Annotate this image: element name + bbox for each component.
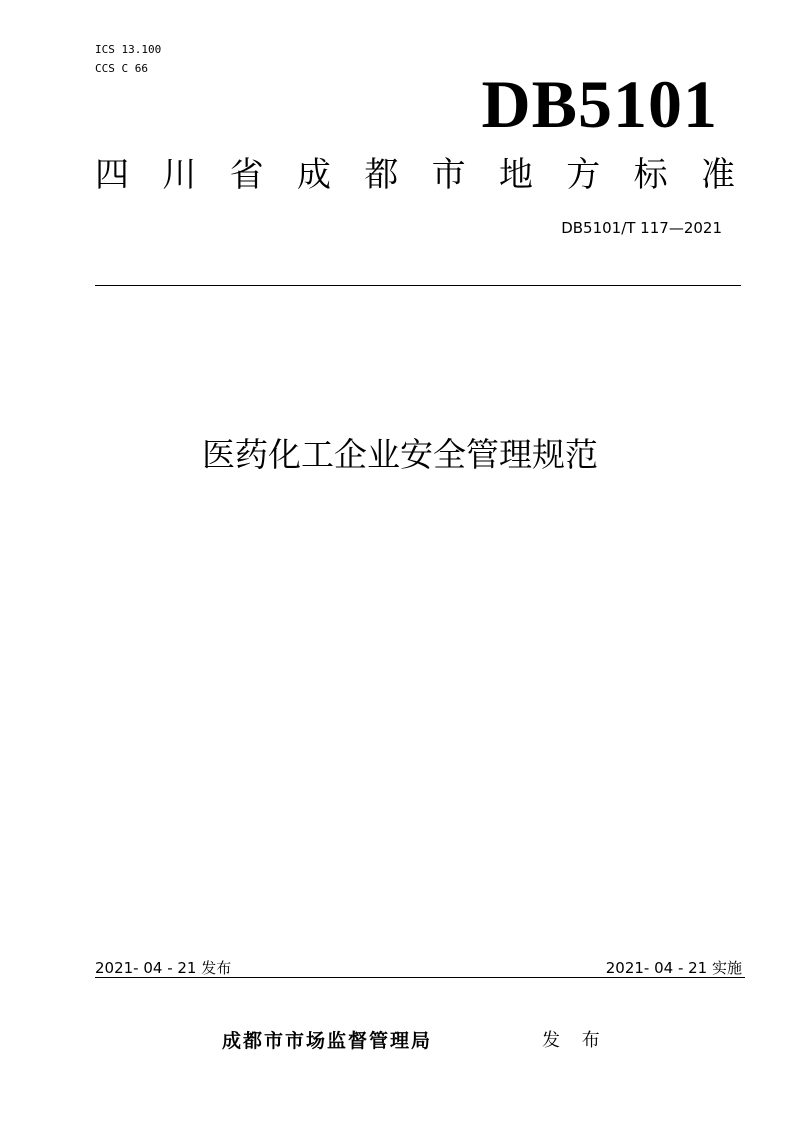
footer-divider (95, 977, 745, 978)
standard-type-char: 成 (296, 155, 331, 195)
standard-type-char: 准 (700, 155, 735, 195)
standard-type-char: 都 (364, 155, 399, 195)
header-divider (95, 285, 741, 286)
ics-code: ICS 13.100 (95, 43, 162, 56)
publish-label: 发 布 (542, 1030, 608, 1051)
standard-type-char: 方 (566, 155, 601, 195)
standard-code-large: DB5101 (481, 66, 718, 142)
standard-number: DB5101/T 117—2021 (561, 219, 722, 237)
publisher-name: 成都市市场监督管理局 (222, 1030, 433, 1052)
standard-type-char: 四 (95, 155, 129, 195)
standard-type-char: 市 (431, 155, 466, 195)
standard-type-char: 川 (162, 155, 197, 195)
document-title: 医药化工企业安全管理规范 (202, 435, 598, 474)
standard-type-char: 标 (633, 155, 668, 195)
ccs-code: CCS C 66 (95, 62, 148, 75)
release-date: 2021- 04 - 21 发布 (95, 959, 232, 977)
implementation-date: 2021- 04 - 21 实施 (605, 959, 742, 977)
standard-type-char: 地 (498, 155, 533, 195)
standard-type-title (95, 150, 735, 200)
classification-codes (95, 40, 161, 78)
standard-type-char: 省 (229, 155, 264, 195)
